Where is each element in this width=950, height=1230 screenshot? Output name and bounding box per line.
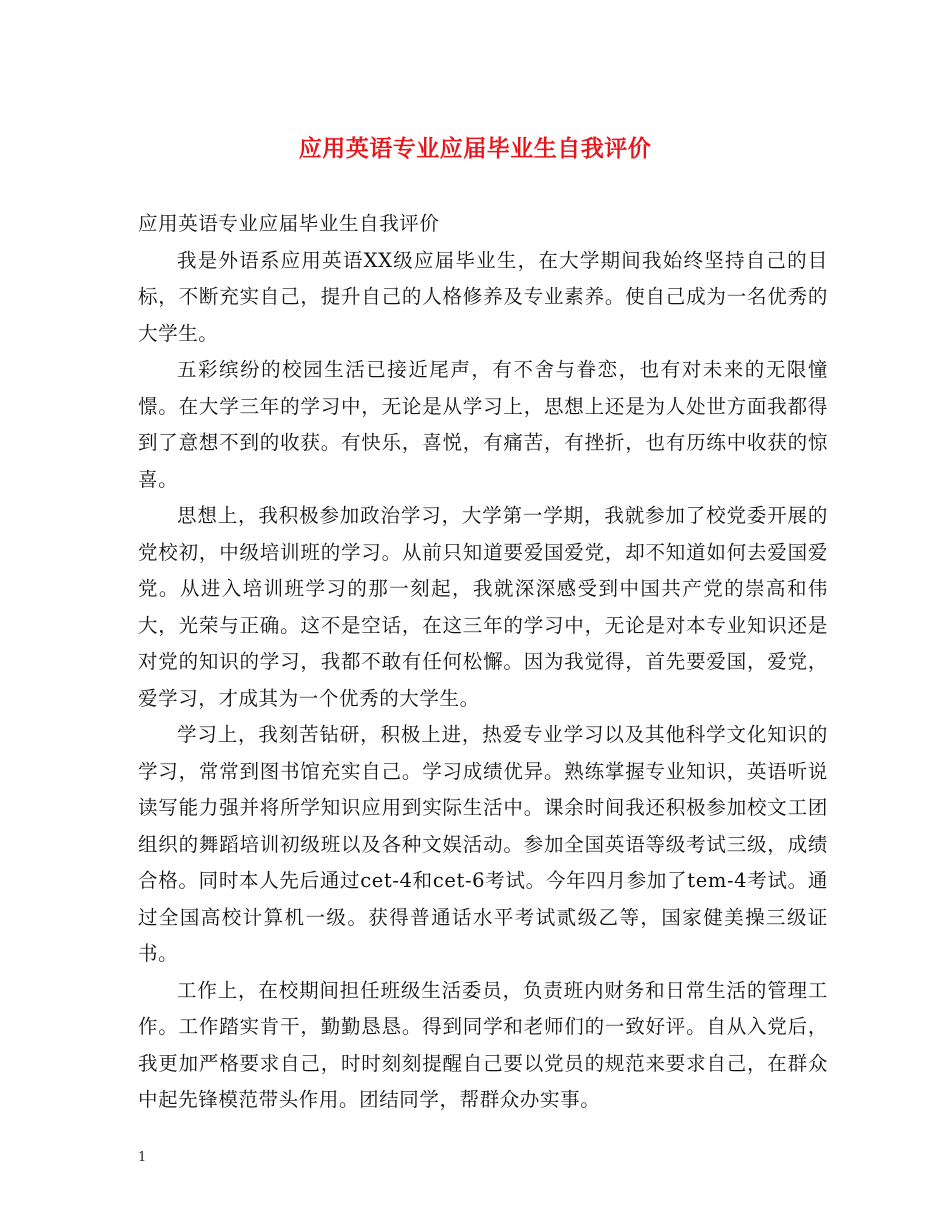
document-body	[138, 206, 828, 1119]
page-number: 1	[138, 1150, 147, 1165]
paragraph-study: 学习上，我刻苦钻研，积极上进，热爱专业学习以及其他科学文化知识的学习，常常到图书馆充实自己。学习成绩优异。熟练掌握专业知识，英语听说读写能力强并将所学知识应用到实际生活中。课余时间我还积极参加校文工团组织的舞蹈培训初级班以及各种文娱活动。参加全国英语等级考试三级，成绩合格。同时本人先后通过cet-4和cet-6考试。今年四月参加了tem-4考试。通过全国高校计算机一级。获得普通话水平考试贰级乙等，国家健美操三级证书。	[138, 723, 828, 965]
paragraph-work: 工作上，在校期间担任班级生活委员，负责班内财务和日常生活的管理工作。工作踏实肯干，勤勤恳恳。得到同学和老师们的一致好评。自从入党后，我更加严格要求自己，时时刻刻提醒自己要以党员的规范来要求自己，在群众中起先锋模范带头作用。团结同学，帮群众办实事。	[138, 978, 828, 1111]
paragraph-campus-life: 五彩缤纷的校园生活已接近尾声，有不舍与眷恋，也有对未来的无限憧憬。在大学三年的学习中，无论是从学习上，思想上还是为人处世方面我都得到了意想不到的收获。有快乐，喜悦，有痛苦，有挫折，也有历练中收获的惊喜。	[138, 358, 828, 491]
document-subtitle: 应用英语专业应届毕业生自我评价	[138, 212, 440, 235]
paragraph-ideology: 思想上，我积极参加政治学习，大学第一学期，我就参加了校党委开展的党校初，中级培训班的学习。从前只知道要爱国爱党，却不知道如何去爱国爱党。从进入培训班学习的那一刻起，我就深深感受到中国共产党的崇高和伟大，光荣与正确。这不是空话，在这三年的学习中，无论是对本专业知识还是对党的知识的学习，我都不敢有任何松懈。因为我觉得，首先要爱国，爱党，爱学习，才成其为一个优秀的大学生。	[138, 504, 828, 710]
document-title: 应用英语专业应届毕业生自我评价	[298, 135, 652, 162]
paragraph-intro: 我是外语系应用英语XX级应届毕业生，在大学期间我始终坚持自己的目标，不断充实自己，提升自己的人格修养及专业素养。使自己成为一名优秀的大学生。	[138, 248, 828, 345]
